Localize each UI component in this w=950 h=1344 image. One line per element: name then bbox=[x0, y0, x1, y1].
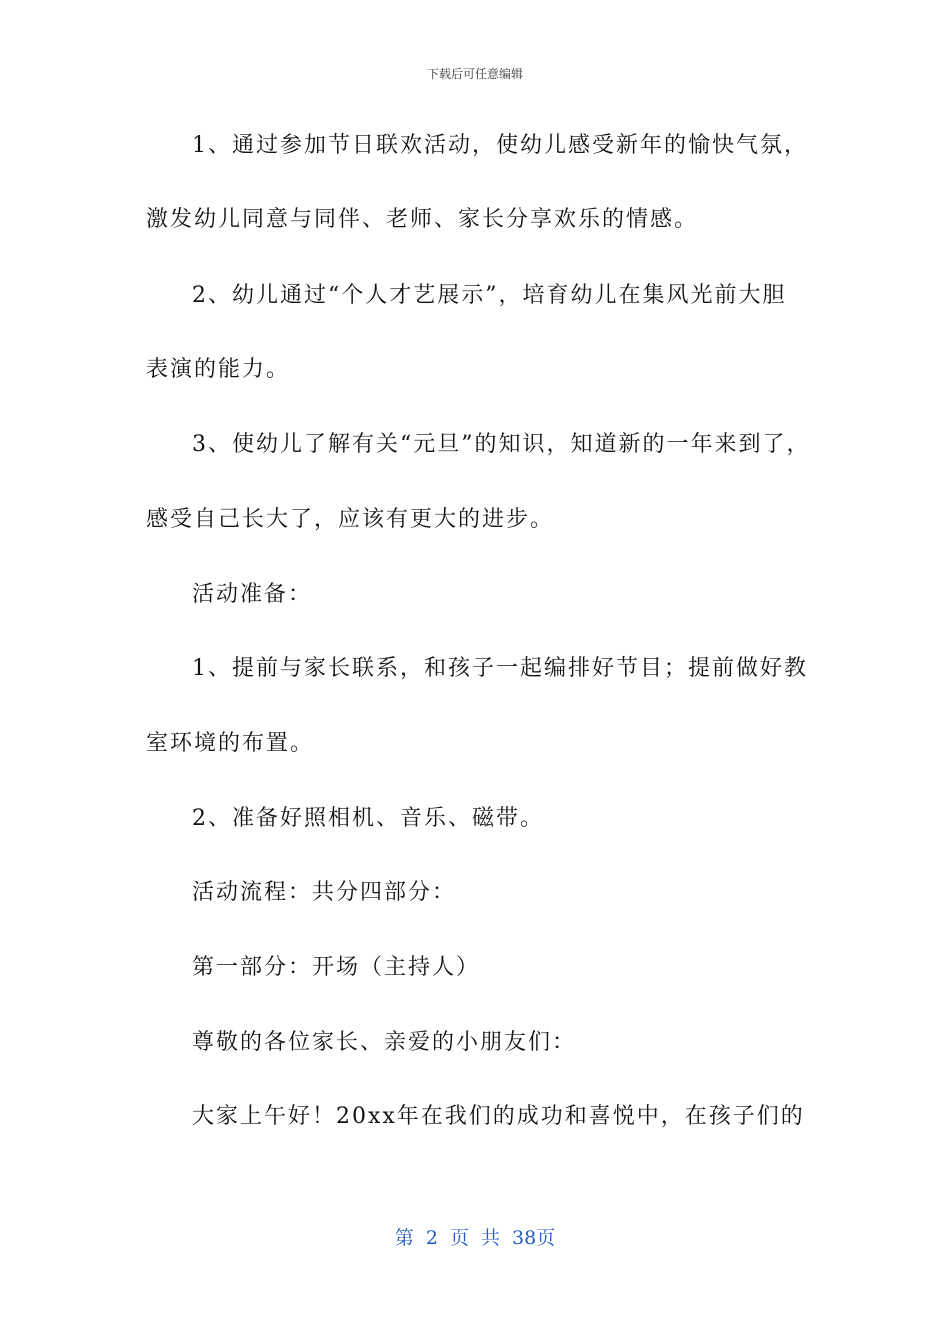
paragraph-line: 1、提前与家长联系，和孩子一起编排好节目；提前做好教 bbox=[192, 656, 808, 681]
paragraph-line: 2、幼儿通过“个人才艺展示”，培育幼儿在集风光前大胆 bbox=[192, 283, 787, 308]
paragraph-line: 2、准备好照相机、音乐、磁带。 bbox=[192, 806, 544, 831]
page-footer: 第 2 页 共 38页 bbox=[394, 1227, 556, 1249]
section-heading: 活动准备： bbox=[192, 582, 313, 607]
section-heading: 第一部分：开场（主持人） bbox=[192, 955, 481, 980]
paragraph-line: 感受自己长大了，应该有更大的进步。 bbox=[146, 507, 555, 532]
paragraph-line: 3、使幼儿了解有关“元旦”的知识，知道新的一年来到了， bbox=[192, 432, 811, 457]
paragraph-line: 表演的能力。 bbox=[146, 357, 291, 382]
section-heading: 活动流程：共分四部分： bbox=[192, 880, 457, 905]
paragraph-line: 室环境的布置。 bbox=[146, 731, 315, 756]
paragraph-line: 尊敬的各位家长、亲爱的小朋友们： bbox=[192, 1030, 577, 1055]
paragraph-line: 大家上午好！20xx年在我们的成功和喜悦中，在孩子们的 bbox=[192, 1104, 805, 1129]
paragraph-line: 1、通过参加节日联欢活动，使幼儿感受新年的愉快气氛， bbox=[192, 133, 808, 158]
page-header: 下载后可任意编辑 bbox=[426, 67, 523, 81]
paragraph-line: 激发幼儿同意与同伴、老师、家长分享欢乐的情感。 bbox=[146, 207, 699, 232]
